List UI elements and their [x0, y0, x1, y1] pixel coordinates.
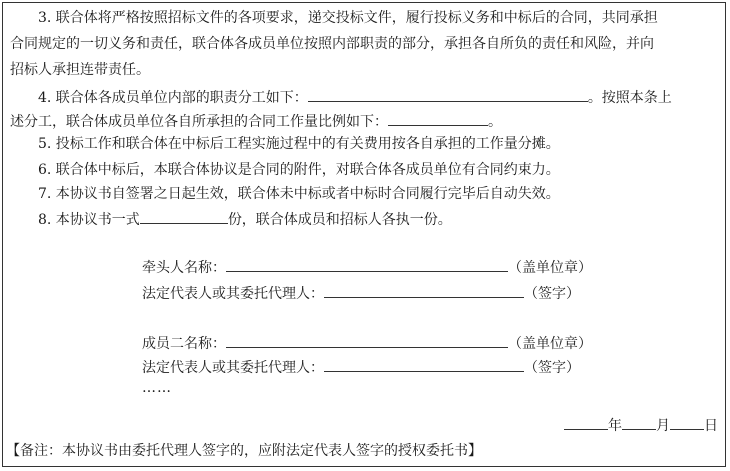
day-label: 日 [704, 418, 718, 434]
month-label: 月 [656, 418, 670, 434]
ellipsis: …… [142, 380, 172, 396]
clause-4-text-end: 。按照本条上 [587, 90, 672, 106]
clause-8-text-end: 份，联合体成员和招标人各执一份。 [227, 212, 452, 228]
day-blank[interactable] [670, 414, 704, 430]
member2-rep-label: 法定代表人或其委托代理人： [142, 360, 324, 376]
clause-4-text: 4. 联合体各成员单位内部的职责分工如下： [38, 90, 308, 106]
lead-rep-label: 法定代表人或其委托代理人： [142, 286, 324, 302]
duty-division-blank[interactable] [308, 86, 588, 102]
member2-name-row [142, 332, 592, 355]
month-blank[interactable] [622, 414, 656, 430]
year-blank[interactable] [564, 414, 608, 430]
clause-3-line-3: 招标人承担连带责任。 [10, 62, 150, 78]
lead-name-blank[interactable] [226, 256, 508, 272]
clause-3-line-1: 3. 联合体将严格按照招标文件的各项要求，递交投标文件，履行投标义务和中标后的合同，共同承担 [38, 10, 658, 26]
lead-name-label: 牵头人名称： [142, 260, 226, 276]
member2-rep-row [142, 356, 580, 379]
lead-rep-blank[interactable] [324, 282, 524, 298]
clause-4-line-1 [10, 86, 720, 109]
member2-name-label: 成员二名称： [142, 336, 226, 352]
remark-note: 【备注：本协议书由委托代理人签字的，应附法定代表人签字的授权委托书】 [6, 443, 482, 459]
year-label: 年 [608, 418, 622, 434]
clause-4-line-2-text: 述分工，联合体成员单位各自所承担的合同工作量比例如下： [10, 114, 388, 130]
clause-8 [10, 208, 720, 231]
lead-rep-sign-label: （签字） [524, 286, 580, 302]
member2-name-blank[interactable] [226, 332, 508, 348]
member2-seal-label: （盖单位章） [508, 336, 592, 352]
member2-rep-blank[interactable] [324, 356, 524, 372]
copies-blank[interactable] [140, 208, 228, 224]
clause-4-line-2-end: 。 [488, 114, 502, 130]
clause-6: 6. 联合体中标后，本联合体协议是合同的附件，对联合体各成员单位有合同约束力。 [38, 162, 560, 178]
clause-8-text: 8. 本协议书一式 [38, 212, 140, 228]
lead-name-row [142, 256, 592, 279]
clause-5: 5. 投标工作和联合体在中标后工程实施过程中的有关费用按各自承担的工作量分摊。 [38, 136, 560, 152]
clause-7: 7. 本协议书自签署之日起生效，联合体未中标或者中标时合同履行完毕后自动失效。 [38, 186, 560, 202]
lead-rep-row [142, 282, 580, 305]
workload-ratio-blank[interactable] [388, 110, 488, 126]
member2-rep-sign-label: （签字） [524, 360, 580, 376]
lead-seal-label: （盖单位章） [508, 260, 592, 276]
clause-4-line-2 [10, 110, 720, 133]
clause-3-line-2: 合同规定的一切义务和责任，联合体各成员单位按照内部职责的部分，承担各自所负的责任和风险，并向 [10, 36, 654, 52]
date-row [564, 414, 718, 435]
